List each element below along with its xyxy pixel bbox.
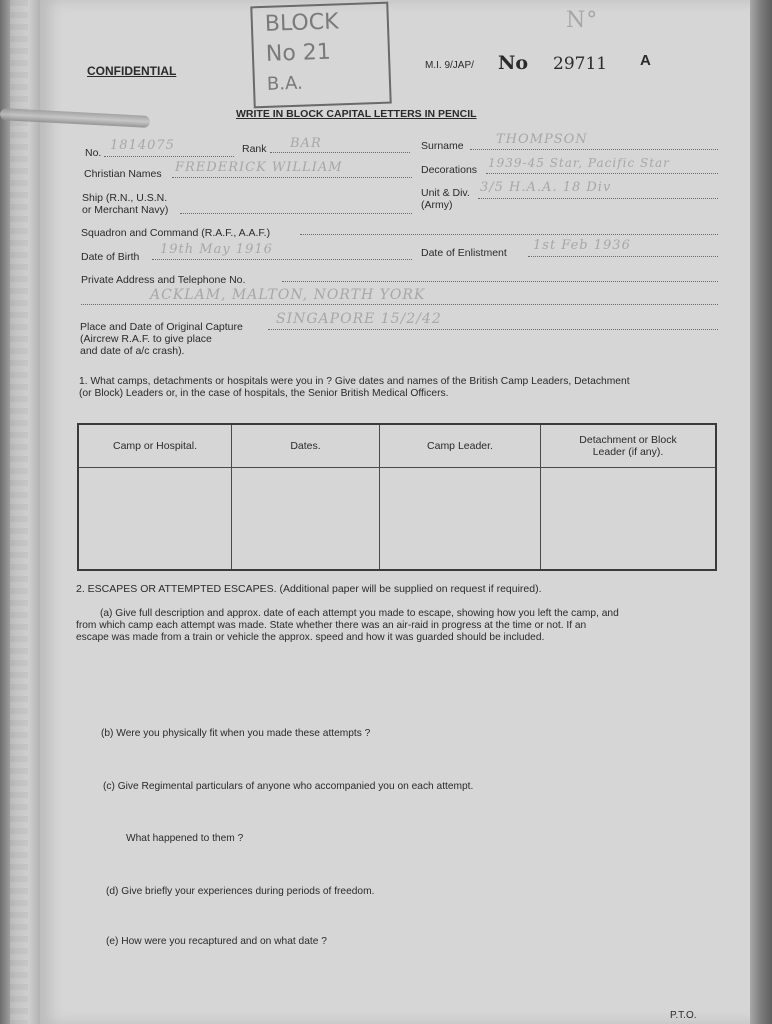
address-line-1 [282, 281, 718, 282]
q2c-sub-text: What happened to them ? [126, 833, 244, 844]
capture-line [268, 329, 718, 330]
enlistment-label: Date of Enlistment [421, 247, 507, 259]
capture-value: SINGAPORE 15/2/42 [276, 311, 442, 327]
q2b-text: (b) Were you physically fit when you made these attempts ? [101, 728, 371, 739]
stamp-line-3: B.A. [266, 72, 304, 95]
surname-line [470, 149, 718, 150]
confidential-label: CONFIDENTIAL [87, 64, 177, 78]
capture-label-2: (Aircrew R.A.F. to give place [80, 333, 212, 345]
christian-names-line [172, 177, 412, 178]
camps-table [77, 423, 717, 571]
instruction-text: WRITE IN BLOCK CAPITAL LETTERS IN PENCIL [236, 108, 477, 120]
q1-line-1: 1. What camps, detachments or hospitals were you in ? Give dates and names of the British Camp Leaders, Detachment [79, 376, 630, 387]
table-cell [232, 468, 380, 571]
q2a-line-2: from which camp each attempt was made. State whether there was an air-raid in progress at the time or not. If an [76, 620, 587, 631]
stamp-line-2: No 21 [265, 39, 332, 67]
col-camp-or-hospital: Camp or Hospital. [78, 424, 232, 468]
camps-table-header [78, 424, 716, 468]
christian-names-value: FREDERICK WILLIAM [175, 160, 343, 175]
q2e-text: (e) How were you recaptured and on what date ? [106, 936, 327, 947]
address-value: ACKLAM, MALTON, NORTH YORK [150, 287, 426, 303]
table-cell [541, 468, 717, 571]
surname-value: THOMPSON [496, 132, 588, 147]
q2a-line-3: escape was made from a train or vehicle the approx. speed and how it was guarded should be included. [76, 632, 545, 643]
dob-value: 19th May 1916 [160, 242, 273, 257]
surname-label: Surname [421, 140, 464, 152]
enlistment-line [528, 256, 718, 257]
christian-names-label: Christian Names [84, 168, 162, 180]
rank-value: BAR [290, 136, 322, 151]
col-detachment-leader: Detachment or Block Leader (if any). [541, 424, 717, 468]
number-label: No [498, 52, 529, 74]
block-stamp [250, 2, 391, 109]
table-cell [380, 468, 541, 571]
squadron-label: Squadron and Command (R.A.F., A.A.F.) [81, 227, 271, 239]
decorations-line [486, 173, 718, 174]
dob-line [152, 259, 412, 260]
q1-line-2: (or Block) Leaders or, in the case of hospitals, the Senior British Medical Officers. [79, 388, 449, 399]
corner-mark: N° [566, 8, 599, 33]
pto-label: P.T.O. [670, 1010, 697, 1021]
rank-label: Rank [242, 143, 267, 155]
capture-label-3: and date of a/c crash). [80, 345, 185, 357]
file-binding [0, 0, 44, 1024]
rank-line [270, 152, 410, 153]
no-label: No. [85, 147, 102, 159]
table-cell [78, 468, 232, 571]
decorations-value: 1939-45 Star, Pacific Star [488, 156, 670, 170]
stamp-line-1: BLOCK [264, 9, 339, 37]
ship-label-1: Ship (R.N., U.S.N. [82, 192, 168, 204]
ship-line [180, 213, 412, 214]
unit-label-1: Unit & Div. [421, 187, 470, 199]
q2d-text: (d) Give briefly your experiences during periods of freedom. [106, 886, 375, 897]
capture-label-1: Place and Date of Original Capture [80, 321, 243, 333]
q2c-text: (c) Give Regimental particulars of anyone who accompanied you on each attempt. [103, 781, 474, 792]
address-label: Private Address and Telephone No. [81, 274, 246, 286]
no-value: 1814075 [110, 138, 175, 153]
q2a-line-1: (a) Give full description and approx. date of each attempt you made to escape, showing how you left the camp, and [100, 608, 619, 619]
col-camp-leader: Camp Leader. [380, 424, 541, 468]
enlistment-value: 1st Feb 1936 [533, 238, 631, 253]
serial-number: 29711 [553, 54, 608, 74]
squadron-line [300, 234, 718, 235]
no-line [104, 156, 234, 157]
unit-value: 3/5 H.A.A. 18 Div [480, 180, 612, 195]
dob-label: Date of Birth [81, 251, 140, 263]
unit-line [478, 198, 718, 199]
decorations-label: Decorations [421, 164, 478, 176]
page-edge [750, 0, 772, 1024]
unit-label-2: (Army) [421, 199, 453, 211]
serial-suffix: A [640, 52, 651, 69]
q2-title: 2. ESCAPES OR ATTEMPTED ESCAPES. (Additional paper will be supplied on request if required). [76, 583, 542, 595]
address-line-2 [81, 304, 718, 305]
mi-code: M.I. 9/JAP/ [425, 60, 474, 71]
table-row [78, 468, 716, 571]
col-dates: Dates. [232, 424, 380, 468]
ship-label-2: or Merchant Navy) [82, 204, 169, 216]
